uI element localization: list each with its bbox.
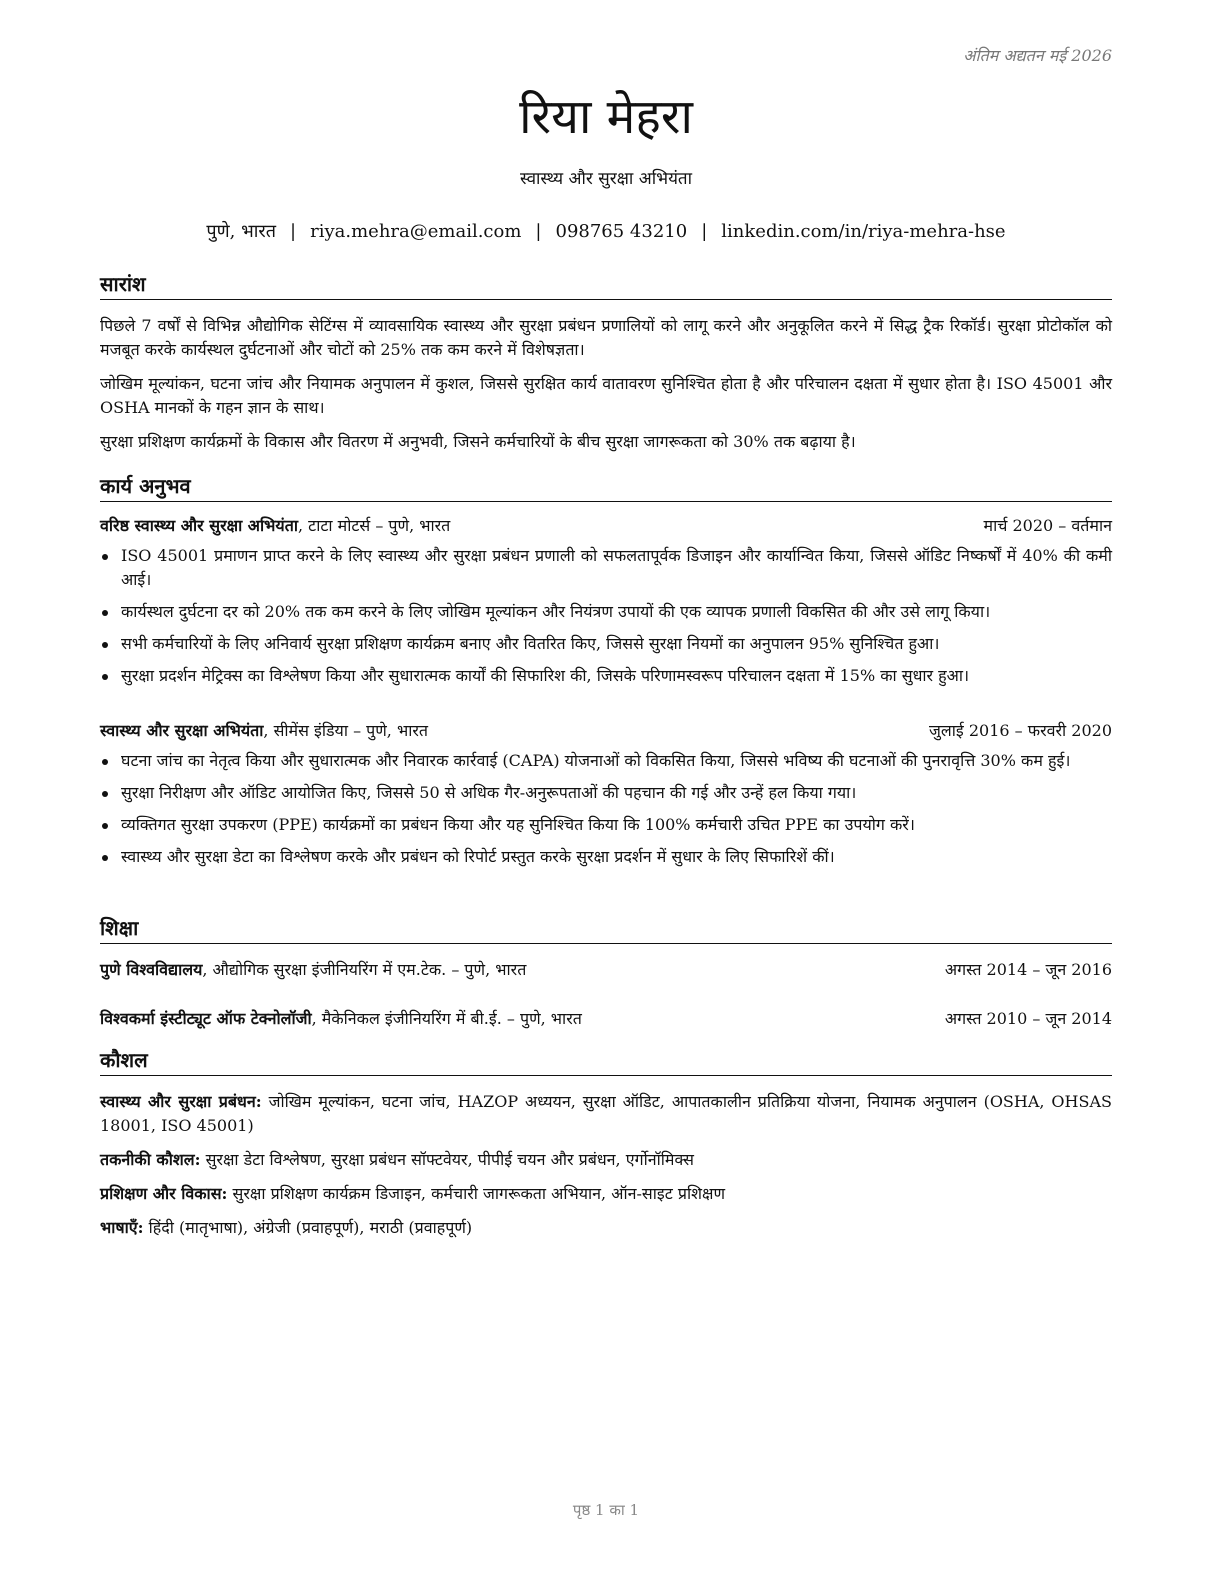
skill-value: सुरक्षा प्रशिक्षण कार्यक्रम डिजाइन, कर्मचारी जागरूकता अभियान, ऑन-साइट प्रशिक्षण: [227, 1184, 726, 1203]
job-dates: जुलाई 2016 – फरवरी 2020: [929, 721, 1112, 740]
education-institution: विश्वकर्मा इंस्टीट्यूट ऑफ टेक्नोलॉजी: [100, 1009, 312, 1028]
skill-group: [100, 1090, 1112, 1138]
summary-paragraph: जोखिम मूल्यांकन, घटना जांच और नियामक अनुपालन में कुशल, जिससे सुरक्षित कार्य वातावरण सुनिश्चित होता है और परिचालन दक्षता में सुधार होता है। ISO 45001 और OSHA मानकों के गहन ज्ञान के साथ।: [100, 374, 1112, 417]
job-org: , टाटा मोटर्स – पुणे, भारत: [297, 516, 451, 535]
contact-separator: |: [290, 221, 297, 242]
skill-value: जोखिम मूल्यांकन, घटना जांच, HAZOP अध्ययन, सुरक्षा ऑडिट, आपातकालीन प्रतिक्रिया योजना, नियामक अनुपालन (OSHA, OHSAS 18001, ISO 45001): [100, 1092, 1112, 1135]
skill-group: [100, 1148, 1112, 1172]
job-bullet: सुरक्षा निरीक्षण और ऑडिट आयोजित किए, जिससे 50 से अधिक गैर-अनुरूपताओं की पहचान की गई और उन्हें हल किया गया।: [100, 781, 1112, 805]
candidate-role: स्वास्थ्य और सुरक्षा अभियंता: [519, 169, 693, 189]
job-bullet: ISO 45001 प्रमाणन प्राप्त करने के लिए स्वास्थ्य और सुरक्षा प्रबंधन प्रणाली को सफलतापूर्वक डिजाइन और कार्यान्वित किया, जिससे ऑडिट निष्कर्षों में 40% की कमी आई।: [100, 544, 1112, 592]
skill-label: भाषाएँ:: [100, 1218, 144, 1237]
skill-value: सुरक्षा डेटा विश्लेषण, सुरक्षा प्रबंधन सॉफ्टवेयर, पीपीई चयन और प्रबंधन, एर्गोनॉमिक्स: [200, 1150, 694, 1169]
page-number: पृष्ठ 1 का 1: [572, 1501, 640, 1519]
job-bullet: कार्यस्थल दुर्घटना दर को 20% तक कम करने के लिए जोखिम मूल्यांकन और नियंत्रण उपायों की एक व्यापक प्रणाली विकसित की और उसे लागू किया।: [100, 600, 1112, 624]
education-institution: पुणे विश्वविद्यालय: [100, 960, 203, 979]
contact-line: [100, 218, 1112, 246]
education-detail: , मैकेनिकल इंजीनियरिंग में बी.ई. – पुणे, भारत: [311, 1009, 582, 1028]
summary-paragraph: पिछले 7 वर्षों से विभिन्न औद्योगिक सेटिंग्स में व्यावसायिक स्वास्थ्य और सुरक्षा प्रबंधन प्रणालियों को लागू करने और अनुकूलित करने में सिद्ध ट्रैक रिकॉर्ड। सुरक्षा प्रोटोकॉल को मजबूत करके कार्यस्थल दुर्घटनाओं और चोटों को 25% तक कम करने में विशेषज्ञता।: [100, 316, 1112, 359]
job-bullet: सभी कर्मचारियों के लिए अनिवार्य सुरक्षा प्रशिक्षण कार्यक्रम बनाए और वितरित किए, जिससे सुरक्षा नियमों का अनुपालन 95% सुनिश्चित हुआ।: [100, 632, 1112, 656]
contact-phone: 098765 43210: [555, 221, 688, 242]
skill-group: [100, 1182, 1112, 1206]
education-line: [100, 1007, 582, 1031]
education-detail: , औद्योगिक सुरक्षा इंजीनियरिंग में एम.टेक. – पुणे, भारत: [202, 960, 527, 979]
education-line: [100, 958, 526, 982]
section-heading-summary: सारांश: [100, 270, 1112, 300]
education-dates: अगस्त 2010 – जून 2014: [944, 1009, 1112, 1028]
skill-label: तकनीकी कौशल:: [100, 1150, 201, 1169]
resume-page: [100, 0, 1112, 1584]
job-bullets: [100, 544, 1112, 696]
section-heading-education: शिक्षा: [100, 914, 1112, 944]
last-updated: अंतिम अद्यतन मई 2026: [963, 46, 1112, 65]
education-dates: अगस्त 2014 – जून 2016: [944, 960, 1112, 979]
section-heading-experience: कार्य अनुभव: [100, 472, 1112, 502]
skill-group: [100, 1216, 1112, 1240]
job-title: स्वास्थ्य और सुरक्षा अभियंता: [100, 721, 264, 740]
education-entry: [100, 1007, 1112, 1031]
job-dates: मार्च 2020 – वर्तमान: [983, 516, 1112, 535]
job-org: , सीमेंस इंडिया – पुणे, भारत: [263, 721, 429, 740]
job-header: [100, 719, 1112, 743]
contact-separator: |: [535, 221, 542, 242]
skill-label: प्रशिक्षण और विकास:: [100, 1184, 228, 1203]
job-bullet: सुरक्षा प्रदर्शन मेट्रिक्स का विश्लेषण किया और सुधारात्मक कार्यों की सिफारिश की, जिसके परिणामस्वरूप परिचालन दक्षता में 15% का सुधार हुआ।: [100, 664, 1112, 688]
summary-paragraph: सुरक्षा प्रशिक्षण कार्यक्रमों के विकास और वितरण में अनुभवी, जिसने कर्मचारियों के बीच सुरक्षा जागरूकता को 30% तक बढ़ाया है।: [100, 432, 856, 451]
skill-value: हिंदी (मातृभाषा), अंग्रेजी (प्रवाहपूर्ण), मराठी (प्रवाहपूर्ण): [143, 1218, 473, 1237]
contact-separator: |: [701, 221, 708, 242]
job-bullet: स्वास्थ्य और सुरक्षा डेटा का विश्लेषण करके और प्रबंधन को रिपोर्ट प्रस्तुत करके सुरक्षा प्रदर्शन में सुधार के लिए सिफारिशें कीं।: [100, 845, 1112, 869]
candidate-name: रिया मेहरा: [519, 89, 693, 145]
contact-email[interactable]: riya.mehra@email.com: [310, 221, 522, 242]
contact-linkedin[interactable]: linkedin.com/in/riya-mehra-hse: [721, 221, 1006, 242]
education-entry: [100, 958, 1112, 982]
contact-location: पुणे, भारत: [206, 221, 277, 242]
job-bullet: व्यक्तिगत सुरक्षा उपकरण (PPE) कार्यक्रमों का प्रबंधन किया और यह सुनिश्चित किया कि 100% कर्मचारी उचित PPE का उपयोग करें।: [100, 813, 1112, 837]
job-title-line: [100, 514, 450, 538]
job-header: [100, 514, 1112, 538]
job-title: वरिष्ठ स्वास्थ्य और सुरक्षा अभियंता: [100, 516, 298, 535]
section-heading-skills: कौशल: [100, 1046, 1112, 1076]
job-bullets: [100, 749, 1112, 877]
job-title-line: [100, 719, 428, 743]
skill-label: स्वास्थ्य और सुरक्षा प्रबंधन:: [100, 1092, 262, 1111]
job-bullet: घटना जांच का नेतृत्व किया और सुधारात्मक और निवारक कार्रवाई (CAPA) योजनाओं को विकसित किया, जिससे भविष्य की घटनाओं की पुनरावृत्ति 30% कम हुई।: [100, 749, 1112, 773]
